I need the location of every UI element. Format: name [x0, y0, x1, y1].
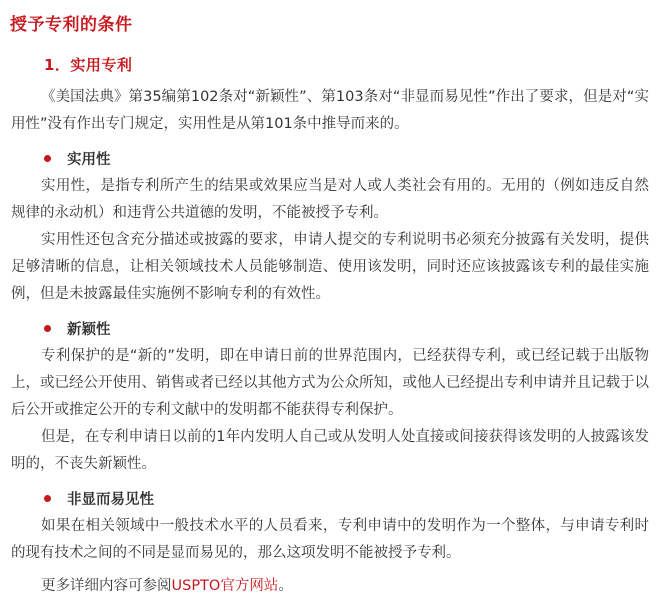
utility-paragraph-1: 实用性，是指专利所产生的结果或效果应当是对人或人类社会有用的。无用的（例如违反自然规律的永动机）和违背公共道德的发明，不能被授予专利。 — [11, 178, 649, 221]
nonobvious-paragraph: 如果在相关领域中一般技术水平的人员看来，专利申请中的发明作为一个整体，与申请专利时的现有技术之间的不同是显而易见的，那么这项发明不能被授予专利。 — [11, 518, 649, 561]
more-info-suffix: 。 — [278, 578, 293, 594]
bullet-label-utility: 实用性 — [67, 151, 111, 168]
bullet-label-novelty: 新颖性 — [67, 321, 111, 338]
more-info-line — [11, 573, 649, 600]
novelty-paragraph-1: 专利保护的是“新的”发明，即在申请日前的世界范围内，已经获得专利，或已经记载于出版物上，或已经公开使用、销售或者已经以其他方式为公众所知，或他人已经提出专利申请并且记载于以后公开或推定公开的专利文献中的发明都不能获得专利保护。 — [11, 348, 649, 418]
intro-paragraph: 《美国法典》第35编第102条对“新颖性”、第103条对“非显而易见性”作出了要求，但是对“实用性”没有作出专门规定，实用性是从第101条中推导而来的。 — [11, 89, 649, 132]
bullet-dot-icon — [44, 495, 51, 502]
page-title: 授予专利的条件 — [10, 15, 133, 35]
bullet-nonobvious — [44, 486, 154, 510]
more-info-prefix: 更多详细内容可参阅 — [41, 578, 172, 594]
bullet-dot-icon — [44, 155, 51, 162]
novelty-paragraph-2: 但是，在专利申请日以前的1年内发明人自己或从发明人处直接或间接获得该发明的人披露该发明的，不丧失新颖性。 — [11, 429, 649, 472]
section-heading: 1．实用专利 — [44, 56, 133, 74]
utility-paragraph-2: 实用性还包含充分描述或披露的要求，申请人提交的专利说明书必须充分披露有关发明，提供足够清晰的信息，让相关领域技术人员能够制造、使用该发明，同时还应该披露该专利的最佳实施例，但是未披露最佳实施例不影响专利的有效性。 — [11, 232, 649, 302]
bullet-novelty — [44, 316, 111, 340]
bullet-label-nonobvious: 非显而易见性 — [67, 491, 154, 508]
bullet-dot-icon — [44, 325, 51, 332]
bullet-utility — [44, 146, 111, 170]
uspto-link[interactable]: USPTO官方网站 — [171, 578, 279, 594]
